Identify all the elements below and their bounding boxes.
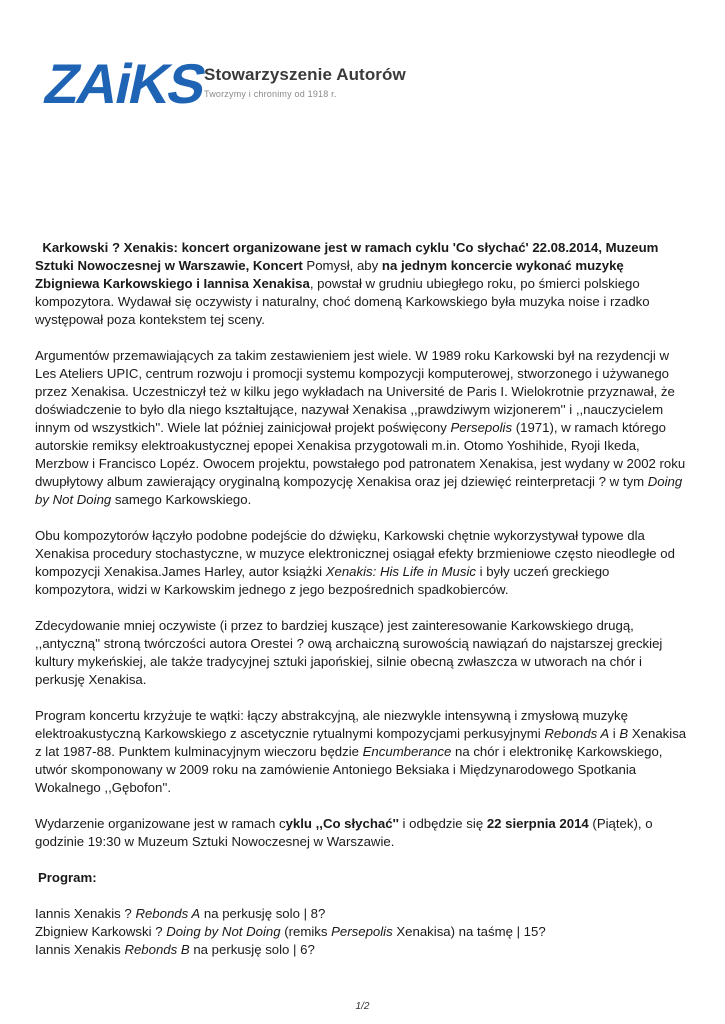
text-span: i odbędzie się: [398, 816, 487, 831]
text-span: (1971), w ramach którego autorskie remiksy elektroakustycznej epopei Xenakisa przygotowali m.in. Otomo Yoshihide, Ryoji Ikeda, Merzbow i Francisco Lopéz. Owocem projektu, powstałego pod patronatem Xenakisa, jest wydany w 2002 roku dwupłytowy album zawierający oryginalną kompozycję Xenakisa oraz jej dziewięć reinterpretacji ? w tym: [35, 420, 686, 489]
italic-span: Rebonds A: [544, 726, 610, 741]
italic-span: Rebonds A: [135, 906, 201, 921]
italic-span: Persepolis: [331, 924, 393, 939]
italic-span: Persepolis: [450, 420, 513, 435]
text-span: na chór i elektronikę Karkowskiego, utwór skomponowany w 2009 roku na zamówienie Antoniego Beksiaka i Międzynarodowego Spotkania Wokalnego ,,Gębofon''.: [35, 744, 663, 795]
text-span: Iannis Xenakis: [35, 942, 125, 957]
text-span: Pomysł, aby: [302, 258, 382, 273]
italic-span: Encumberance: [362, 744, 452, 759]
text-span: Obu kompozytorów łączyło podobne podejście do dźwięku, Karkowski chętnie wykorzystywał typowe dla Xenakisa procedury stochastyczne, w muzyce elektronicznej osiągał efekty brzmieniowe często nieodległe od kompozycji Xenakisa.James Harley, autor książki: [35, 528, 675, 579]
text-span: na perkusję solo | 8?: [200, 906, 326, 921]
text-span: samego Karkowskiego.: [111, 492, 252, 507]
header: [38, 52, 458, 115]
text-span: Xenakisa) na taśmę | 15?: [392, 924, 546, 939]
text-span: Iannis Xenakis ?: [35, 906, 136, 921]
bold-span: yklu ,,Co słychać'': [285, 816, 399, 831]
zaiks-logo: [38, 52, 211, 115]
program-heading: [35, 869, 687, 887]
text-span: Zdecydowanie mniej oczywiste (i przez to bardziej kuszące) jest zainteresowanie Karkowskiego drugą, ,,antyczną'' stroną twórczości autora Orestei ? ową archaiczną surowością nawiązań do najstarszej greckiej kultury mykeńskiej, ale także tradycyjnej sztuki japońskiej, silnie obecną zwłaszcza w utworach na chór i perkusję Xenakisa.: [35, 618, 663, 687]
article-body: [35, 239, 687, 959]
italic-span: Xenakis: His Life in Music: [325, 564, 476, 579]
bold-span: na jednym koncercie wykonać muzykę Zbigniewa Karkowskiego i Iannisa Xenakisa: [35, 258, 624, 291]
italic-span: Doing by Not Doing: [35, 474, 683, 507]
page-number: 1/2: [355, 1001, 370, 1012]
italic-span: B: [619, 726, 629, 741]
program-item: [35, 941, 687, 959]
text-span: i były uczeń greckiego kompozytora, widzi w Karkowskim jednego z jego bezpośrednich spadkobierców.: [35, 564, 610, 597]
program-heading-text: Program:: [38, 870, 97, 885]
program-item: [35, 905, 687, 923]
article-title: Karkowski ? Xenakis: koncert organizowane jest w ramach cyklu 'Co słychać' 22.08.2014, Muzeum Sztuki Nowoczesnej w Warszawie, Koncert: [35, 240, 659, 273]
text-span: (remiks: [280, 924, 332, 939]
logo-text: ZAiKS: [39, 52, 211, 115]
bold-span: 22 sierpnia 2014: [486, 816, 589, 831]
text-span: , powstał w grudniu ubiegłego roku, po śmierci polskiego kompozytora. Wydawał się oczywisty i naturalny, choć domeną Karkowskiego była muzyka noise i rzadko występował poza kontekstem tej sceny.: [35, 276, 650, 327]
paragraph-antique: [35, 617, 687, 689]
text-span: na perkusję solo | 6?: [189, 942, 315, 957]
text-span: i: [609, 726, 620, 741]
paragraph-intro: [35, 239, 687, 329]
org-tagline: Tworzymy i chronimy od 1918 r.: [204, 89, 337, 99]
text-span: Zbigniew Karkowski ?: [35, 924, 167, 939]
italic-span: Doing by Not Doing: [166, 924, 281, 939]
text-span: Program koncertu krzyżuje te wątki: łączy abstrakcyjną, ale niezwykle intensywną i zmysłową muzykę elektroakustyczną Karkowskiego z ascetycznie rytualnymi kompozycjami perkusyjnymi: [35, 708, 628, 741]
italic-span: Rebonds B: [124, 942, 190, 957]
org-name: Stowarzyszenie Autorów: [204, 65, 406, 84]
paragraph-arguments: [35, 347, 687, 509]
text-span: Argumentów przemawiających za takim zestawieniem jest wiele. W 1989 roku Karkowski był na rezydencji w Les Ateliers UPIC, centrum rozwoju i promocji systemu kompozycji komputerowej, stworzonego i używanego przez Xenakisa. Uczestniczył też w kilku jego wykładach na Université de Paris I. Wielokrotnie przyznawał, że doświadczenie to było dla niego kształtujące, nazywał Xenakisa ,,prawdziwym wizjonerem'' i ,,nauczycielem innym od wszystkich''. Wiele lat później zainicjował projekt poświęcony: [35, 348, 675, 435]
text-span: (Piątek), o godzinie 19:30 w Muzeum Sztuki Nowoczesnej w Warszawie.: [35, 816, 653, 849]
text-span: Wydarzenie organizowane jest w ramach c: [35, 816, 286, 831]
paragraph-approach: [35, 527, 687, 599]
text-span: Xenakisa z lat 1987-88. Punktem kulminacyjnym wieczoru będzie: [35, 726, 687, 759]
program-item: [35, 923, 687, 941]
program-list: [35, 905, 687, 959]
paragraph-event: [35, 815, 687, 851]
paragraph-program: [35, 707, 687, 797]
